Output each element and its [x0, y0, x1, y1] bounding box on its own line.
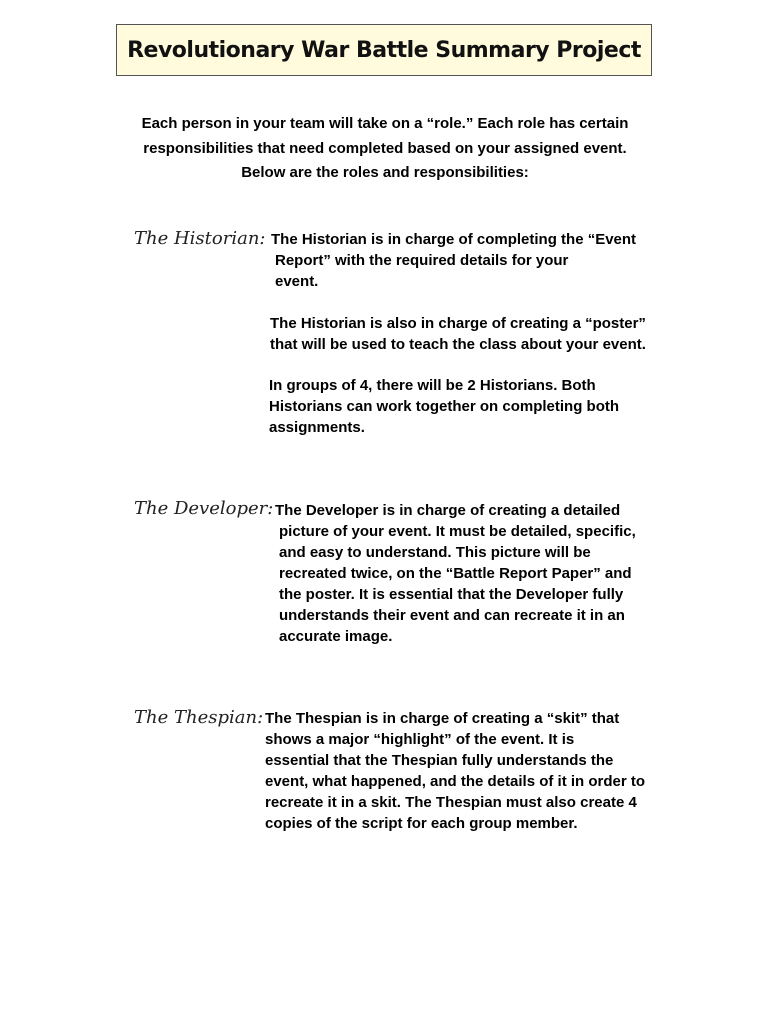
text-line: and easy to understand. This picture will be — [279, 544, 591, 561]
developer-paragraph — [275, 500, 636, 647]
text-line: Historians can work together on completing both — [269, 398, 620, 415]
text-line: event. — [275, 273, 319, 290]
page-title: Revolutionary War Battle Summary Project — [127, 37, 641, 63]
intro-line: Each person in your team will take on a “role.” Each role has certain — [141, 115, 629, 132]
intro-line: responsibilities that need completed based on your assigned event. — [143, 139, 627, 157]
text-line: the poster. It is essential that the Developer fully — [279, 586, 624, 603]
text-line: shows a major “highlight” of the event. It is — [265, 731, 575, 748]
text-line: recreated twice, on the “Battle Report Paper” and — [279, 565, 632, 582]
title-box — [116, 24, 652, 76]
text-line: that will be used to teach the class about your event. — [270, 336, 646, 353]
text-line: In groups of 4, there will be 2 Historians. Both — [269, 377, 596, 394]
text-line: Report” with the required details for your — [275, 252, 569, 269]
text-line: essential that the Thespian fully understands the — [265, 752, 614, 769]
text-line: assignments. — [269, 419, 365, 436]
intro-line: Below are the roles and responsibilities: — [241, 164, 529, 181]
text-line: The Developer is in charge of creating a detailed — [275, 502, 621, 519]
text-line: event, what happened, and the details of it in order to — [265, 773, 646, 790]
role-label-historian: The Historian: — [134, 228, 266, 249]
text-line: The Historian is also in charge of creating a “poster” — [270, 315, 646, 332]
text-line: accurate image. — [279, 628, 393, 645]
thespian-paragraph — [265, 708, 645, 834]
historian-paragraph-2 — [270, 313, 646, 355]
historian-paragraph-3 — [269, 375, 619, 438]
text-line: picture of your event. It must be detailed, specific, — [279, 523, 636, 540]
role-label-developer: The Developer: — [134, 498, 274, 519]
role-label-thespian: The Thespian: — [134, 707, 264, 728]
text-line: recreate it in a skit. The Thespian must also create 4 — [265, 794, 637, 811]
text-line: copies of the script for each group member. — [265, 815, 578, 832]
historian-paragraph-1 — [271, 229, 636, 292]
intro-paragraph — [100, 112, 670, 186]
text-line: The Thespian is in charge of creating a “skit” that — [265, 710, 620, 727]
text-line: The Historian is in charge of completing the “Event — [271, 231, 637, 248]
text-line: understands their event and can recreate it in an — [279, 607, 625, 624]
